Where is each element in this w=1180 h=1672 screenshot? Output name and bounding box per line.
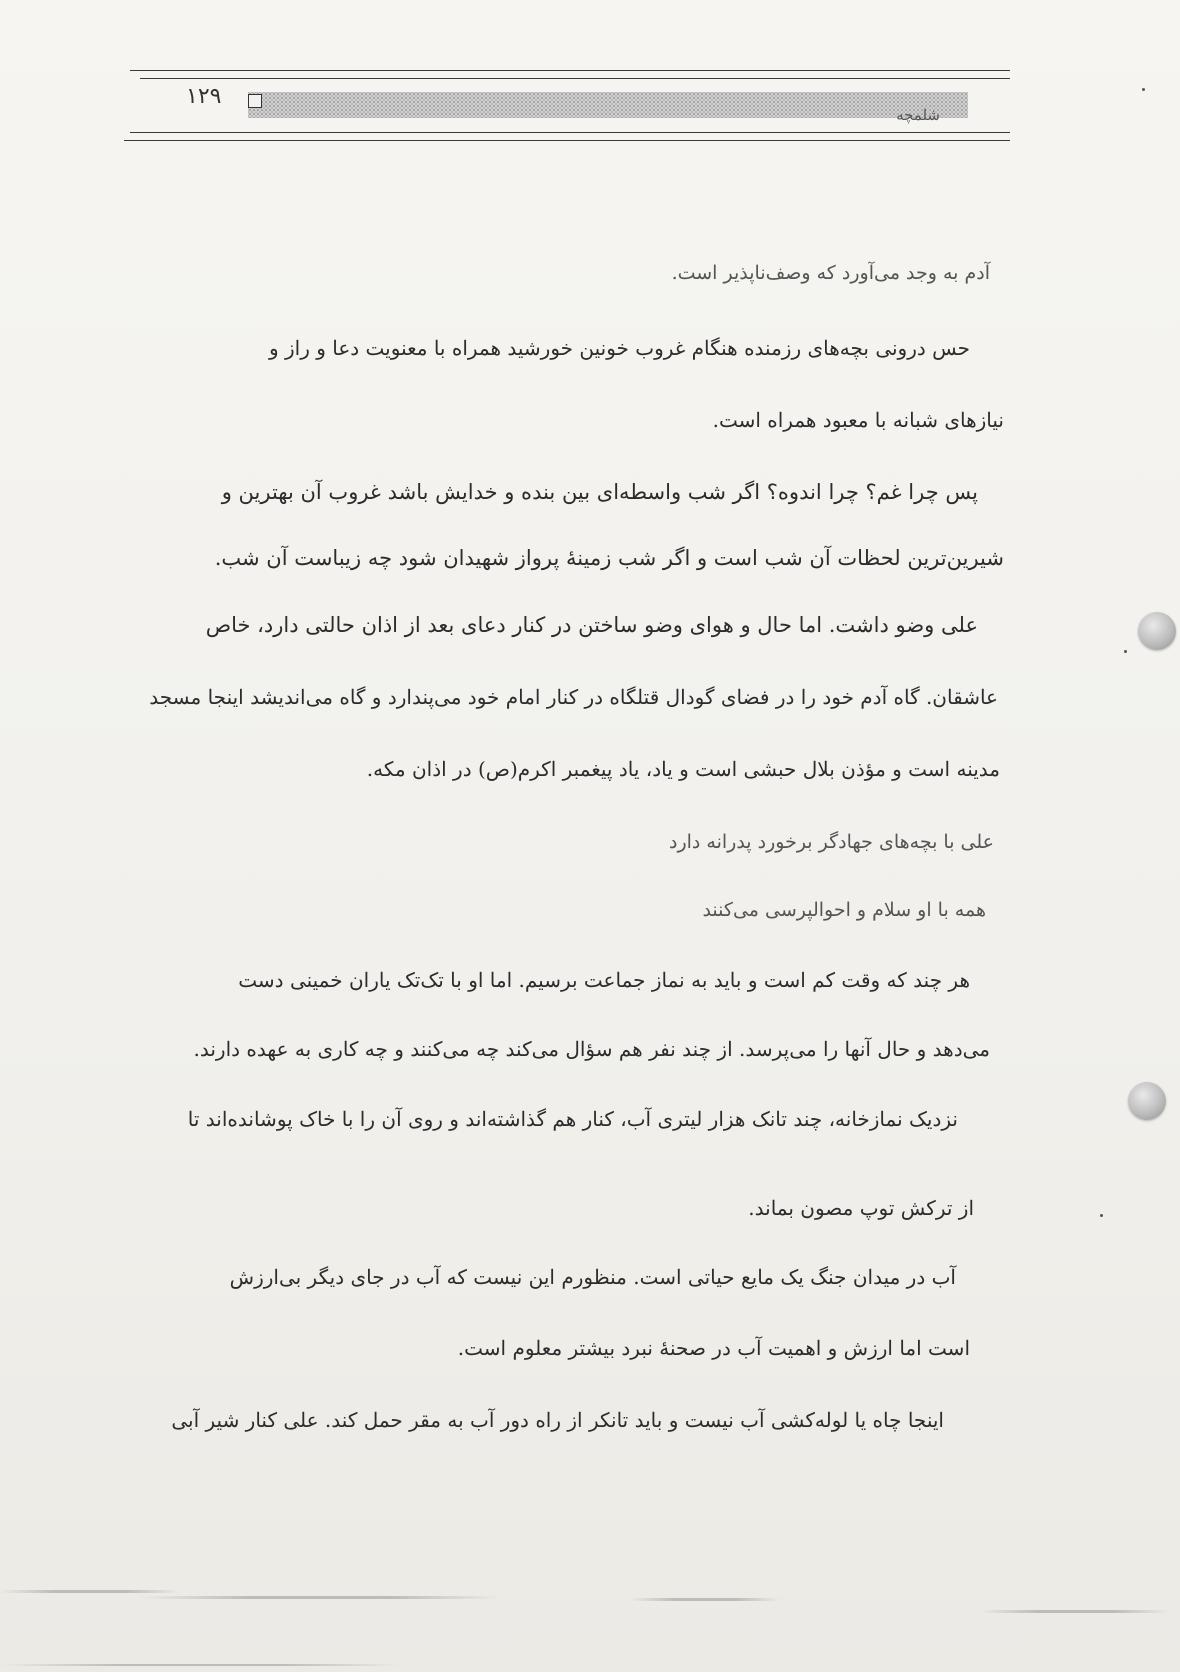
body-line: حس درونی بچه‌های رزمنده هنگام غروب خونین خورشید همراه با معنویت دعا و راز و bbox=[268, 336, 970, 360]
body-line: علی وضو داشت. اما حال و هوای وضو ساختن در کنار دعای بعد از اذان حالتی دارد، خاص bbox=[205, 613, 978, 637]
body-line: عاشقان. گاه آدم خود را در فضای گودال قتلگاه در کنار امام خود می‌پندارد و گاه می‌اندیشد اینجا مسجد bbox=[149, 685, 998, 709]
body-line: است اما ارزش و اهمیت آب در صحنهٔ نبرد بیشتر معلوم است. bbox=[457, 1336, 970, 1360]
body-line: آب در میدان جنگ یک مایع حیاتی است. منظورم این نیست که آب در جای دیگر بی‌ارزش bbox=[229, 1265, 956, 1289]
page-number: ۱۲۹ bbox=[186, 84, 222, 109]
punch-hole-icon bbox=[1128, 1082, 1166, 1120]
body-line: می‌دهد و حال آنها را می‌پرسد. از چند نفر هم سؤال می‌کند چه می‌کنند و چه کاری به عهده دارند. bbox=[193, 1037, 990, 1061]
body-line: اینجا چاه یا لوله‌کشی آب نیست و باید تانکر از راه دور آب به مقر حمل کند. علی کنار شیر آبی bbox=[171, 1408, 944, 1432]
scan-speck bbox=[1142, 88, 1145, 91]
body-line: آدم به وجد می‌آورد که وصف‌ناپذیر است. bbox=[671, 262, 990, 284]
running-head: شلمچه bbox=[896, 106, 940, 124]
body-line: شیرین‌ترین لحظات آن شب است و اگر شب زمینهٔ پرواز شهیدان شود چه زیباست آن شب. bbox=[214, 546, 1004, 570]
scan-streak bbox=[140, 1596, 500, 1599]
body-line: علی با بچه‌های جهادگر برخورد پدرانه دارد bbox=[668, 831, 994, 853]
body-line: مدینه است و مؤذن بلال حبشی است و یاد، یاد پیغمبر اکرم(ص) در اذان مکه. bbox=[366, 757, 1000, 781]
punch-hole-icon bbox=[1138, 612, 1176, 650]
scan-streak bbox=[980, 1610, 1170, 1613]
body-line: همه با او سلام و احوالپرسی می‌کنند bbox=[702, 899, 986, 921]
scan-streak bbox=[0, 1664, 400, 1666]
body-line: هر چند که وقت کم است و باید به نماز جماعت برسیم. اما او با تک‌تک یاران خمینی دست bbox=[238, 968, 970, 992]
scan-speck bbox=[1100, 1214, 1103, 1217]
body-line: نیازهای شبانه با معبود همراه است. bbox=[712, 408, 1004, 432]
scan-streak bbox=[630, 1598, 780, 1601]
scan-streak bbox=[0, 1590, 180, 1593]
scan-speck bbox=[1124, 650, 1127, 653]
body-line: از ترکش توپ مصون بماند. bbox=[748, 1196, 974, 1220]
body-line: نزدیک نمازخانه، چند تانک هزار لیتری آب، کنار هم گذاشته‌اند و روی آن را با خاک پوشانده‌اند تا bbox=[187, 1107, 958, 1131]
body-line: پس چرا غم؟ چرا اندوه؟ اگر شب واسطه‌ای بین بنده و خدایش باشد غروب آن بهترین و bbox=[221, 480, 978, 504]
